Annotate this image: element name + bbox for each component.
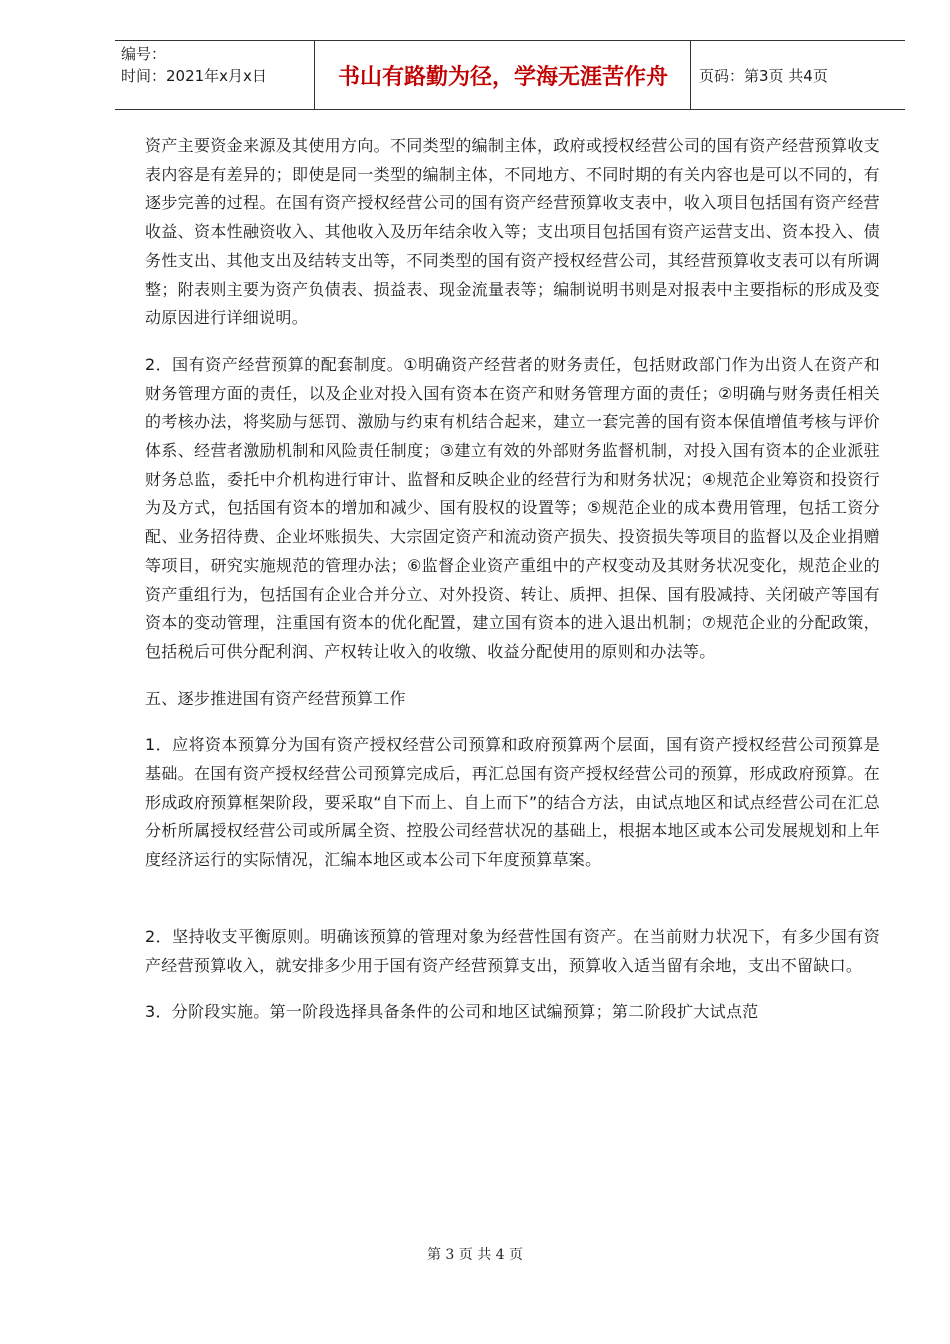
page-footer: 第 3 页 共 4 页 xyxy=(426,1247,524,1263)
header-motto: 书山有路勤为径，学海无涯苦作舟 xyxy=(316,41,691,109)
paragraph-continued: 资产主要资金来源及其使用方向。不同类型的编制主体，政府或授权经营公司的国有资产经营预算收支表内容是有差异的；即使是同一类型的编制主体，不同地方、不同时期的有关内容也是可以不同的，有逐步完善的过程。在国有资产授权经营公司的国有资产经营预算收支表中，收入项目包括国有资产经营收益、资本性融资收入、其他收入及历年结余收入等；支出项目包括国有资产运营支出、资本投入、债务性支出、其他支出及结转支出等，不同类型的国有资产授权经营公司，其经营预算收支表可以有所调整；附表则主要为资产负债表、损益表、现金流量表等；编制说明书则是对报表中主要指标的形成及变动原因进行详细说明。 xyxy=(145,136,880,328)
page-header xyxy=(115,40,905,110)
document-body xyxy=(145,132,880,1027)
paragraph-budget-levels: 1．应将资本预算分为国有资产授权经营公司预算和政府预算两个层面，国有资产授权经营公司预算是基础。在国有资产授权经营公司预算完成后，再汇总国有资产授权经营公司的预算，形成政府预算。在形成政府预算框架阶段，要采取“自下而上、自上而下”的结合方法，由试点地区和试点经营公司在汇总分析所属授权经营公司或所属全资、控股公司经营状况的基础上，根据本地区或本公司发展规划和上年度经济运行的实际情况，汇编本地区或本公司下年度预算草案。 xyxy=(145,735,880,870)
section-heading: 五、逐步推进国有资产经营预算工作 xyxy=(145,688,406,708)
header-meta xyxy=(115,41,315,109)
serial-number-label: 编号： xyxy=(121,45,167,63)
paragraph-supporting-systems: 2．国有资产经营预算的配套制度。①明确资产经营者的财务责任，包括财政部门作为出资人在资产和财务管理方面的责任，以及企业对投入国有资本在资产和财务管理方面的责任；②明确与财务责任相关的考核办法，将奖励与惩罚、激励与约束有机结合起来，建立一套完善的国有资本保值增值考核与评价体系、经营者激励机制和风险责任制度；③建立有效的外部财务监督机制，对投入国有资本的企业派驻财务总监，委托中介机构进行审计、监督和反映企业的经营行为和财务状况；④规范企业筹资和投资行为及方式，包括国有资本的增加和减少、国有股权的设置等；⑤规范企业的成本费用管理，包括工资分配、业务招待费、企业坏账损失、大宗固定资产和流动资产损失、投资损失等项目的监督以及企业捐赠等项目，研究实施规范的管理办法；⑥监督企业资产重组中的产权变动及其财务状况变化，规范企业的资产重组行为，包括国有企业合并分立、对外投资、转让、质押、担保、国有股减持、关闭破产等国有资本的变动管理，注重国有资本的优化配置，建立国有资本的进入退出机制；⑦规范企业的分配政策，包括税后可供分配利润、产权转让收入的收缴、收益分配使用的原则和办法等。 xyxy=(145,354,880,661)
paragraph-balance-principle: 2．坚持收支平衡原则。明确该预算的管理对象为经营性国有资产。在当前财力状况下，有多少国有资产经营预算收入，就安排多少用于国有资产经营预算支出，预算收入适当留有余地，支出不留缺口。 xyxy=(145,926,880,975)
date-label: 时间：2021年x月x日 xyxy=(121,67,267,85)
header-page-number: 页码：第3页 共4页 xyxy=(699,66,828,85)
paragraph-phased-implementation: 3．分阶段实施。第一阶段选择具备条件的公司和地区试编预算；第二阶段扩大试点范 xyxy=(145,1002,759,1022)
